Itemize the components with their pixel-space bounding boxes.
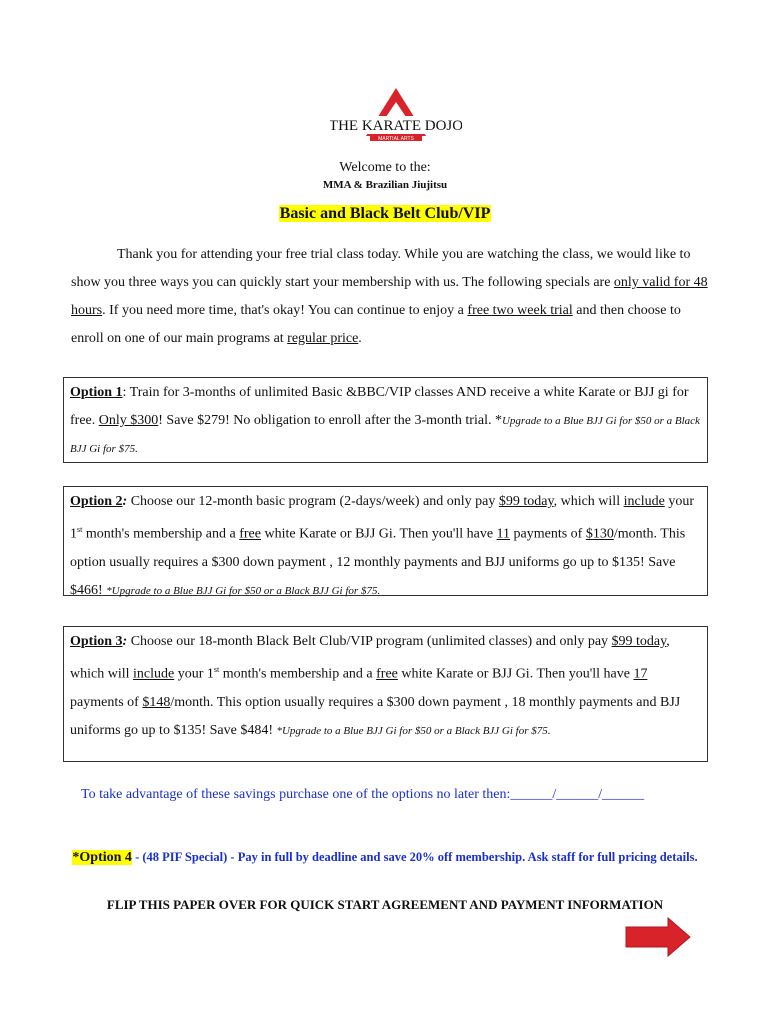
logo-tagline: MARTIAL ARTS (378, 136, 414, 142)
option-3-label: Option 3 (70, 634, 123, 649)
option-1-box: Option 1: Train for 3-months of unlimited Basic &BBC/VIP classes AND receive a white Karate or BJJ gi for free. Only $300! Save $279! No obligation to enroll after the 3-month trial. *Upgrade to a Blue BJJ Gi for $50 or a Black BJJ Gi for $75. (63, 377, 708, 463)
option-2-label: Option 2 (70, 494, 123, 509)
option-4-label: *Option 4 (72, 850, 132, 865)
free-two-week-trial: free two week trial (467, 303, 573, 318)
option-1-label: Option 1 (70, 385, 123, 400)
logo-triangle-icon (330, 86, 462, 146)
intro-paragraph: Thank you for attending your free trial class today. While you are watching the class, we would like to show you three ways you can quickly start your membership with us. The following specials are only valid for 48 hours. If you need more time, that's okay! You can continue to enjoy a free two week trial and then choose to enroll on one of our main programs at regular price. (71, 247, 708, 346)
logo-name: THE KARATE DOJO (330, 118, 462, 134)
option-4-text: *Option 4 - (48 PIF Special) - Pay in full by deadline and save 20% off membership. Ask staff for full pricing details. (72, 850, 698, 865)
option-3-box: Option 3: Choose our 18-month Black Belt Club/VIP program (unlimited classes) and only pay $99 today, which will include your 1st month's membership and a free white Karate or BJJ Gi. Then you'll have 17 payments of $148/month. This option usually requires a $300 down payment , 18 monthly payments and BJJ uniforms go up to $135! Save $484! *Upgrade to a Blue BJJ Gi for $50 or a Black BJJ Gi for $75. (63, 626, 708, 762)
valid-48-hours: only valid for 48 hours (71, 275, 708, 318)
flip-notice: FLIP THIS PAPER OVER FOR QUICK START AGREEMENT AND PAYMENT INFORMATION (106, 897, 664, 912)
option-2-upgrade: *Upgrade to a Blue BJJ Gi for $50 or a Black BJJ Gi for $75. (106, 584, 381, 597)
option-3-upgrade: *Upgrade to a Blue BJJ Gi for $50 or a Black BJJ Gi for $75. (276, 724, 551, 737)
dojo-logo (330, 86, 462, 146)
subtitle: MMA & Brazilian Jiujitsu (322, 179, 448, 191)
option-1-upgrade: Upgrade to a Blue BJJ Gi for $50 or a Black BJJ Gi for $75. (70, 415, 700, 455)
welcome-text: Welcome to the: (339, 160, 431, 175)
option-2-box: Option 2: Choose our 12-month basic program (2-days/week) and only pay $99 today, which will include your 1st month's membership and a free white Karate or BJJ Gi. Then you'll have 11 payments of $130/month. This option usually requires a $300 down payment , 12 monthly payments and BJJ uniforms go up to $135! Save $466! *Upgrade to a Blue BJJ Gi for $50 or a Black BJJ Gi for $75. (63, 486, 708, 596)
deadline-text: To take advantage of these savings purchase one of the options no later then:______/______/______ (81, 787, 645, 802)
regular-price: regular price (287, 331, 359, 346)
right-arrow-icon (624, 916, 692, 958)
page-title: Basic and Black Belt Club/VIP (279, 205, 491, 222)
heading-wrap (0, 205, 770, 223)
